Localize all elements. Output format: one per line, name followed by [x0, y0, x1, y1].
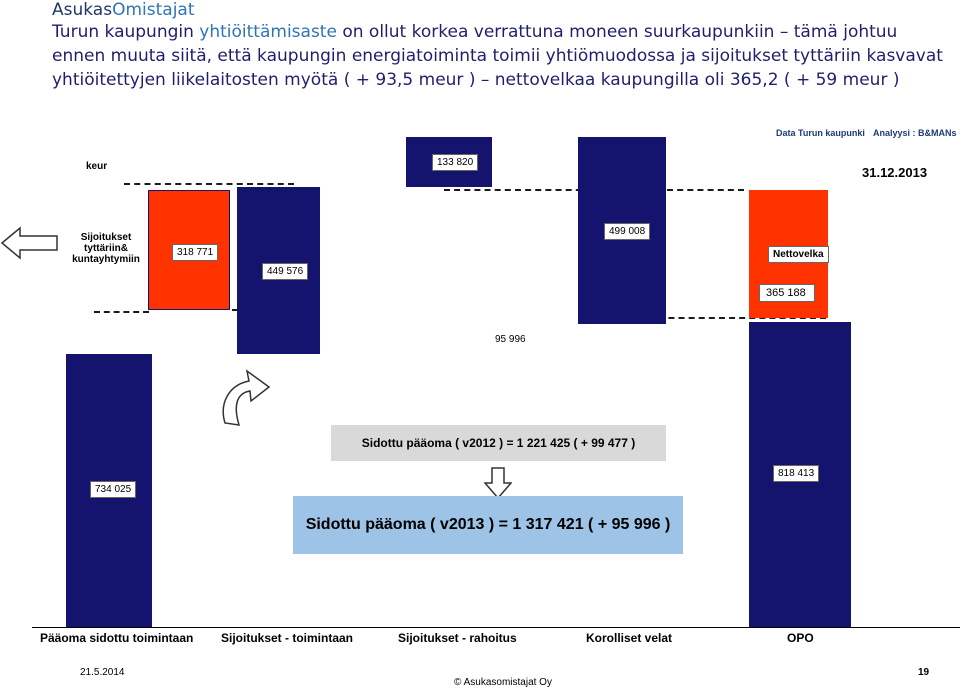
date-label: 31.12.2013	[862, 165, 928, 180]
brand-part1: Asukas	[52, 0, 113, 20]
analysis-label: Analyysi : B&MANs	[873, 128, 957, 138]
data-label-95996: 95 996	[495, 334, 526, 345]
sijoitukset-label: Sijoitukset tyttäriin& kuntayhtymiin	[72, 232, 140, 265]
headline	[52, 20, 952, 92]
curved-up-arrow-icon	[215, 365, 275, 431]
down-arrow-icon	[484, 467, 512, 499]
nettovelka-label: Nettovelka	[768, 246, 829, 263]
brand-logo	[52, 0, 195, 20]
data-label-734025: 734 025	[90, 481, 136, 498]
category-label: OPO	[787, 631, 814, 645]
headline-highlight: yhtiöittämisaste	[199, 22, 337, 42]
dashed-line	[124, 183, 294, 185]
data-label-499008: 499 008	[604, 223, 650, 240]
headline-post: on ollut korkea verrattuna moneen suurkaupunkiin – tämä johtuu ennen muuta siitä, että kaupungin energiatoiminta toimii yhtiömuodossa ja sijoitukset tyttäriin kasvavat yhtiöitettyjen liikelaitosten myötä ( + 93,5 meur ) – nettovelkaa kaupungilla oli 365,2 ( + 59 meur )	[52, 22, 943, 90]
category-label: Korolliset velat	[586, 631, 673, 645]
source-label: Data Turun kaupunki	[776, 128, 865, 138]
left-arrow-icon	[0, 226, 60, 260]
unit-label: keur	[86, 161, 108, 172]
sidottu-2012-box: Sidottu pääoma ( v2012 ) = 1 221 425 ( + 99 477 )	[331, 425, 666, 461]
headline-pre: Turun kaupungin	[52, 22, 200, 42]
dashed-line	[94, 311, 149, 313]
footer-page-number: 19	[918, 667, 930, 678]
data-label-318771: 318 771	[172, 244, 218, 261]
brand-part2: Omistajat	[112, 0, 195, 20]
footer-date: 21.5.2014	[80, 667, 125, 678]
category-label: Sijoitukset - toimintaan	[221, 631, 354, 645]
data-label-818413: 818 413	[773, 465, 819, 482]
data-label-365188: 365 188	[759, 284, 815, 302]
data-label-449576: 449 576	[262, 263, 308, 280]
footer-copyright: © Asukasomistajat Oy	[454, 677, 552, 688]
chart-baseline	[32, 627, 960, 628]
category-label: Sijoitukset - rahoitus	[398, 631, 517, 645]
sidottu-2013-box: Sidottu pääoma ( v2013 ) = 1 317 421 ( + 95 996 )	[293, 496, 683, 554]
data-label-133820: 133 820	[432, 154, 478, 171]
category-label: Pääoma sidottu toimintaan	[40, 631, 194, 645]
